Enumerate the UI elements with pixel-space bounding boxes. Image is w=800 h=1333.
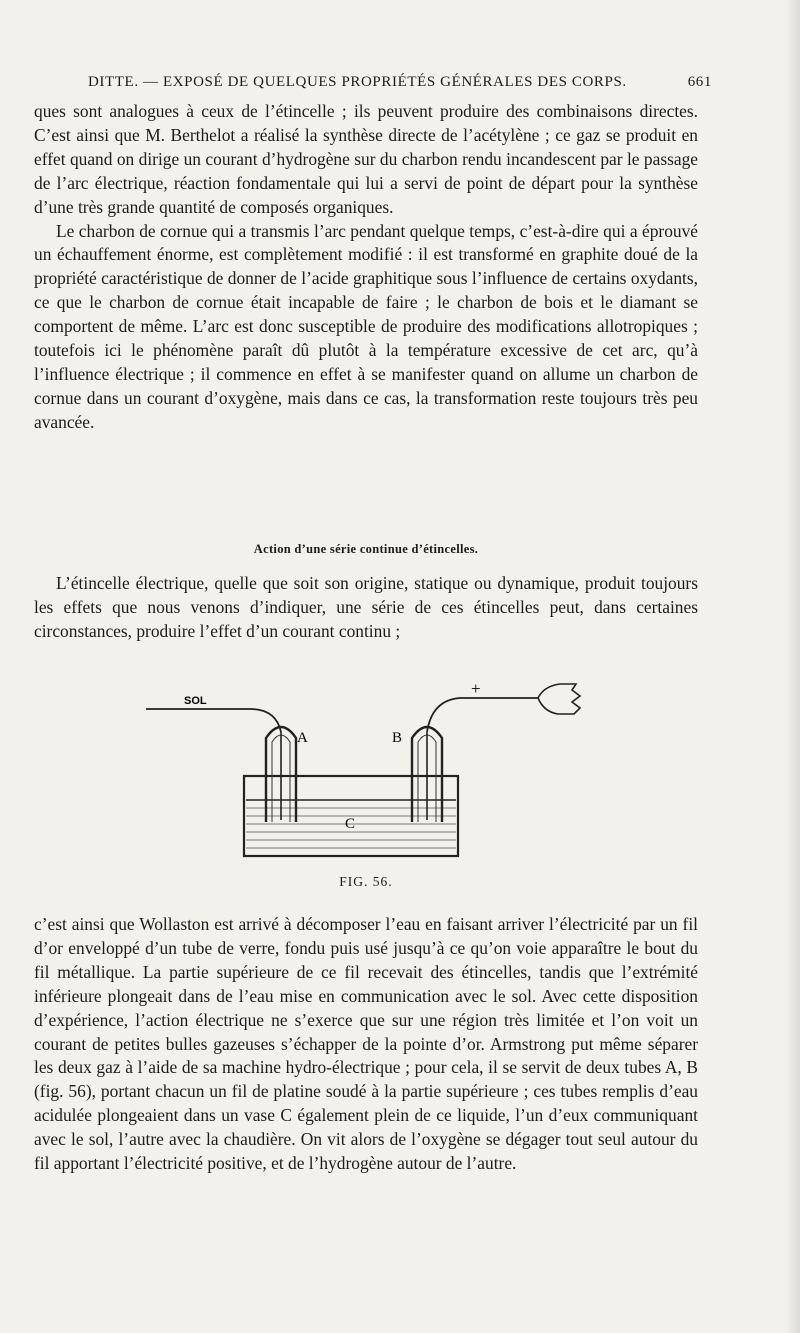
page-edge-shadow xyxy=(786,0,800,1333)
paragraph: c’est ainsi que Wollaston est arrivé à décomposer l’eau en faisant arriver l’électricité par un fil d’or enveloppé d’un tube de verre, fondu puis usé jusqu’à ce qu’on voie apparaître le bout du fil métallique. La partie supérieure de ce fil recevait des étincelles, tandis que l’extrémité inférieure plongeait dans de l’eau mise en communication avec le sol. Avec cette disposition d’expérience, l’action électrique ne s’exerce que sur une région très limitée et l’on voit un courant de petites bulles gazeuses s’échapper de la pointe d’or. Armstrong put même séparer les deux gaz à l’aide de sa machine hydro-électrique ; pour cela, il se servit de deux tubes A, B (fig. 56), portant chacun un fil de platine soudé à la partie supérieure ; ces tubes remplis d’eau acidulée plongeaient dans un vase C également plein de ce liquide, l’un d’eux communiquant avec le sol, l’autre avec la chaudière. On vit alors de l’oxygène se dégager tout seul autour du fil apportant l’électricité positive, et de l’hydrogène autour de l’autre. xyxy=(34,914,698,1174)
section-heading: Action d’une série continue d’étincelles. xyxy=(253,542,479,556)
figure-caption: FIG. 56. xyxy=(339,874,393,889)
paragraph: L’étincelle électrique, quelle que soit son origine, statique ou dynamique, produit toujours les effets que nous venons d’indiquer, une série de ces étincelles peut, dans certaines circonstances, produire l’effet d’un courant continu ; xyxy=(34,573,698,641)
label-plus: + xyxy=(471,679,481,698)
figure-56-apparatus xyxy=(140,676,600,866)
running-head xyxy=(88,74,712,96)
ground-wire xyxy=(146,709,281,732)
page-number: 661 xyxy=(687,74,712,90)
label-a: A xyxy=(297,730,308,746)
label-b: B xyxy=(392,730,403,746)
positive-wire xyxy=(427,698,538,732)
running-head-title: DITTE. — EXPOSÉ DE QUELQUES PROPRIÉTÉS GÉNÉRALES DES CORPS. xyxy=(88,74,627,90)
paragraph: Le charbon de cornue qui a transmis l’arc pendant quelque temps, c’est-à-dire qui a éprouvé un échauffement énorme, est complètement modifié : il est transformé en graphite doué de la propriété caractéristique de donner de l’acide graphitique sous l’influence de certains oxydants, ce que le charbon de cornue était incapable de faire ; le charbon de bois et le diamant se comportent de même. L’arc est donc susceptible de produire des modifications allotropiques ; toutefois ici le phénomène paraît dû plutôt à la température excessive de cet arc, qu’à l’influence électrique ; il commence en effet à se manifester quand on allume un charbon de cornue dans un courant d’oxygène, mais dans ce cas, la transformation reste toujours très peu avancée. xyxy=(34,220,698,432)
top-text-block xyxy=(34,100,698,435)
middle-text-block xyxy=(34,572,698,644)
paragraph: ques sont analogues à ceux de l’étincelle ; ils peuvent produire des combinaisons directes. C’est ainsi que M. Berthelot a réalisé la synthèse directe de l’acétylène ; ce gaz se produit en effet quand on dirige un courant d’hydrogène sur du charbon rendu incandescent par le passage de l’arc électrique, réaction fondamentale qui lui a servi de point de départ pour la synthèse d’une très grande quantité de composés organiques. xyxy=(34,101,698,217)
bottom-text-block xyxy=(34,913,698,1176)
label-sol: SOL xyxy=(184,695,207,707)
machine-connector-icon xyxy=(538,684,580,714)
label-c: C xyxy=(345,816,356,832)
apparatus-diagram xyxy=(140,676,600,866)
